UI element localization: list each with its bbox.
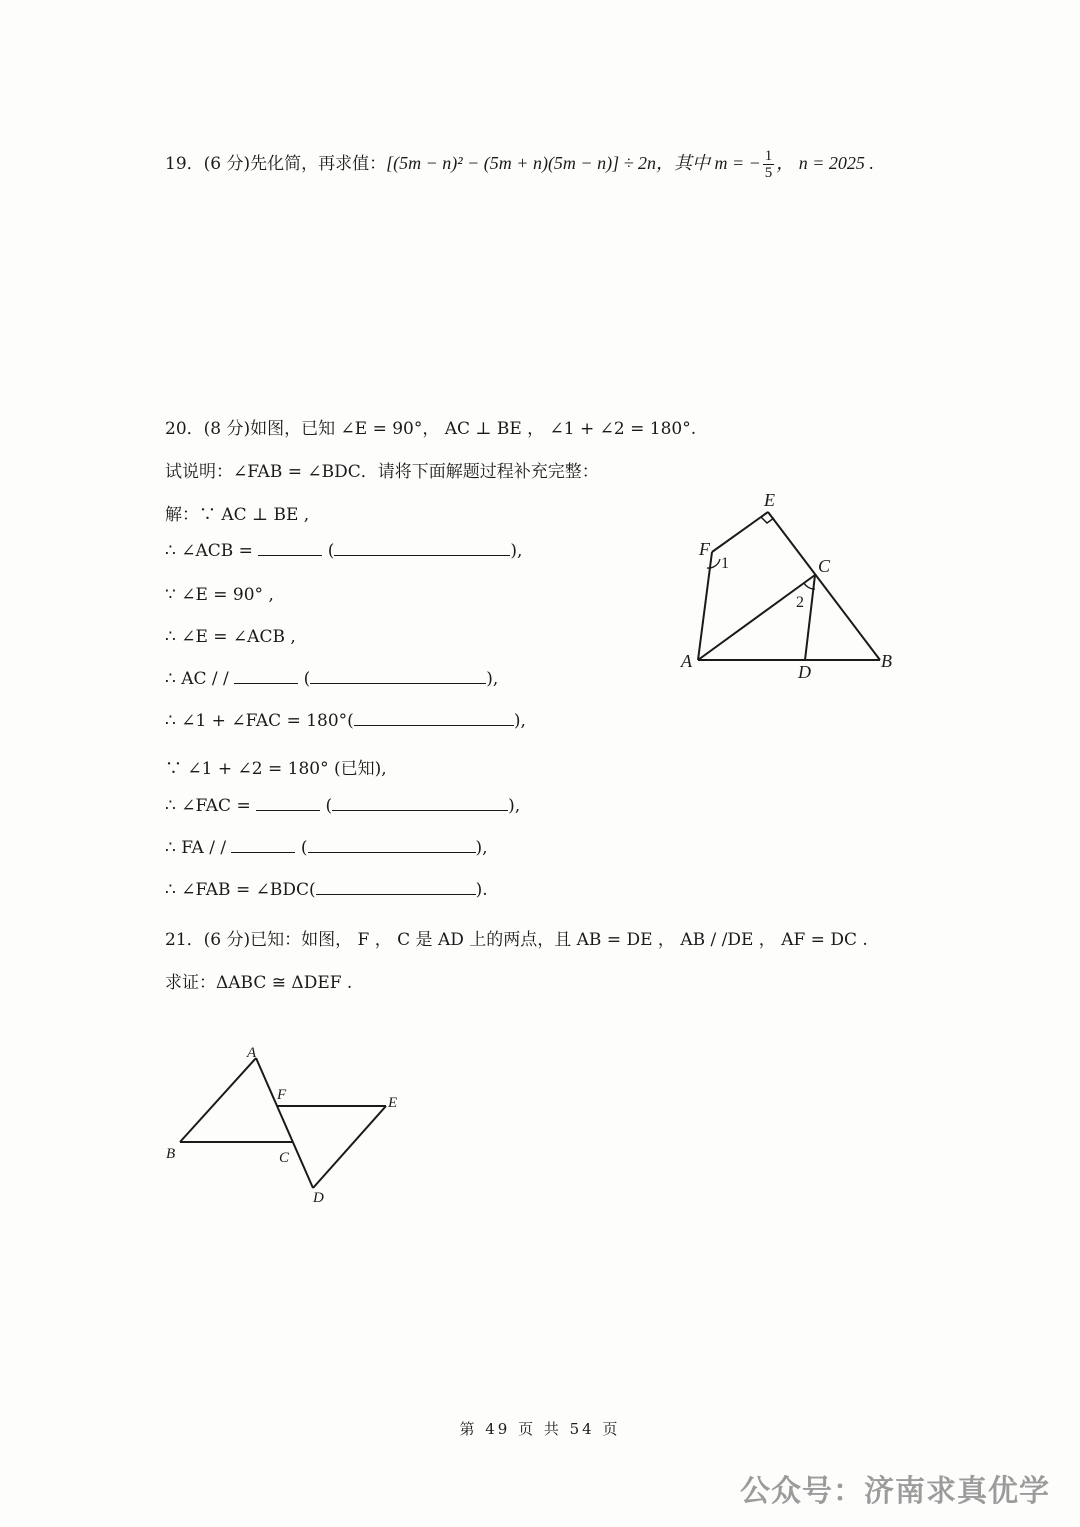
open-paren: (	[300, 838, 308, 858]
segment-AC	[698, 575, 815, 660]
reason-blank[interactable]	[334, 541, 510, 556]
reason-blank[interactable]	[308, 838, 476, 853]
q20-step-6	[165, 711, 526, 731]
label-D: D	[313, 1190, 324, 1206]
segment-AD	[256, 1058, 313, 1188]
close-paren: ).	[475, 880, 488, 900]
q20-step-5	[165, 669, 498, 689]
q20-step-6-text: ∴ ∠1 + ∠FAC = 180°(	[165, 711, 354, 731]
answer-blank[interactable]	[234, 669, 298, 684]
close-paren: ),	[510, 541, 523, 561]
q20-step-10	[165, 880, 488, 900]
reason-blank[interactable]	[354, 711, 514, 726]
q21-prove: 求证：ΔABC ≅ ΔDEF .	[165, 973, 353, 993]
label-E: E	[388, 1095, 398, 1111]
close-paren: ),	[475, 838, 488, 858]
segment-FE	[712, 512, 768, 552]
q19-head: 19．(6 分)先化简，再求值：	[165, 154, 387, 174]
close-paren: ),	[513, 711, 526, 731]
answer-blank[interactable]	[256, 796, 320, 811]
page-number-footer: 第 49 页 共 54 页	[459, 1420, 621, 1438]
label-A: A	[247, 1045, 257, 1061]
q20-step-3: ∵ ∠E = 90° ,	[165, 585, 274, 605]
q20-head: 20．(8 分)如图，已知 ∠E = 90°， AC ⊥ BE ， ∠1 + ∠2 = 180°.	[165, 419, 697, 439]
label-1: 1	[721, 555, 729, 572]
q20-figure	[670, 485, 910, 685]
label-C: C	[279, 1150, 290, 1166]
answer-blank[interactable]	[231, 838, 295, 853]
q19-condition-suffix: ， n = 2025 .	[776, 153, 874, 173]
segment-EB	[768, 512, 880, 660]
answer-blank[interactable]	[258, 541, 322, 556]
segment-ED	[313, 1106, 386, 1188]
label-F: F	[699, 539, 710, 559]
label-C: C	[818, 556, 831, 576]
label-E: E	[764, 490, 775, 510]
close-paren: ),	[508, 796, 521, 816]
q20-step-10-text: ∴ ∠FAB = ∠BDC(	[165, 880, 316, 900]
q20-intro: 试说明：∠FAB = ∠BDC．请将下面解题过程补充完整：	[165, 462, 599, 482]
label-D: D	[798, 662, 811, 682]
reason-blank[interactable]	[310, 669, 486, 684]
watermark: 公众号：济南求真优学	[740, 1474, 1050, 1509]
q20-step-7: ∵ ∠1 + ∠2 = 180° (已知),	[165, 759, 387, 779]
label-F: F	[277, 1087, 287, 1103]
close-paren: ),	[486, 669, 499, 689]
label-B: B	[881, 651, 892, 671]
q20-step-4: ∴ ∠E = ∠ACB ,	[165, 627, 296, 647]
q19-fraction-denominator: 5	[764, 165, 773, 181]
label-2: 2	[796, 594, 804, 611]
reason-blank[interactable]	[316, 880, 476, 895]
q20-step-5-text: ∴ AC / /	[165, 669, 229, 689]
label-B: B	[166, 1146, 176, 1162]
open-paren: (	[325, 796, 333, 816]
q19-condition-prefix: ，其中 m = −	[655, 153, 761, 173]
open-paren: (	[303, 669, 311, 689]
q19-fraction	[763, 148, 775, 181]
angle-1-arc	[707, 559, 720, 568]
q20-step-9	[165, 838, 488, 858]
label-A: A	[681, 651, 692, 671]
q19-fraction-numerator: 1	[764, 148, 773, 164]
q21-head: 21．(6 分)已知：如图， F ， C 是 AD 上的两点，且 AB = DE ， AB / /DE ， AF = DC .	[165, 930, 868, 950]
q20-step-2	[165, 541, 522, 561]
q20-step-8	[165, 796, 520, 816]
q20-step-8-text: ∴ ∠FAC =	[165, 796, 251, 816]
q21-figure	[160, 1040, 410, 1210]
q19-expression: [(5m − n)² − (5m + n)(5m − n)] ÷ 2n	[386, 153, 656, 173]
reason-blank[interactable]	[332, 796, 508, 811]
q20-step-2-text: ∴ ∠ACB =	[165, 541, 253, 561]
open-paren: (	[327, 541, 335, 561]
q20-step-1: 解：∵ AC ⊥ BE ,	[165, 505, 310, 525]
q19-line	[165, 148, 874, 181]
q20-step-9-text: ∴ FA / /	[165, 838, 227, 858]
segment-AB	[180, 1058, 256, 1142]
